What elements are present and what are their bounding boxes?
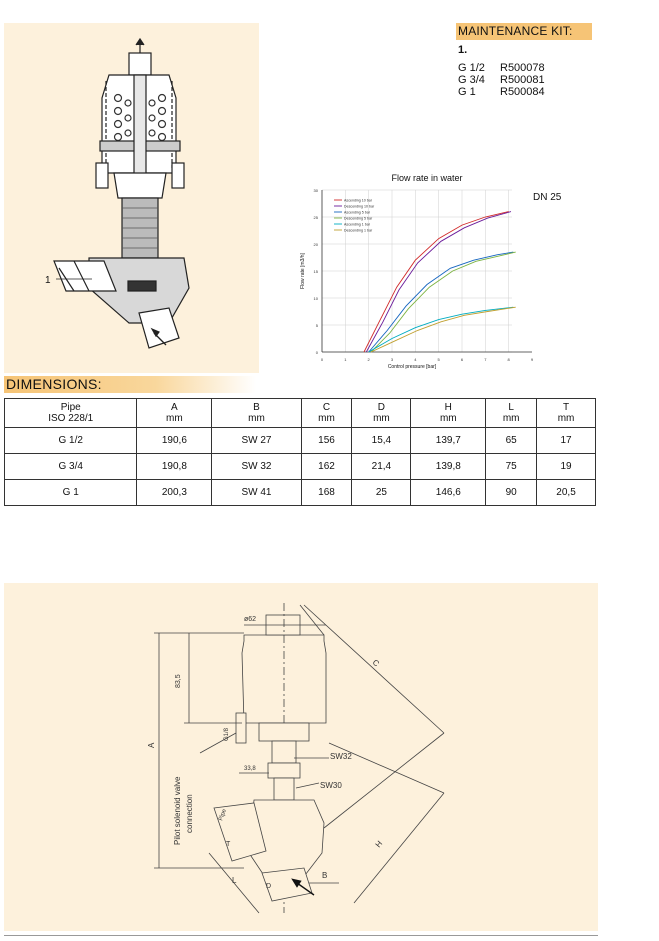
legend-label: Ascending 1 bar (344, 222, 370, 227)
section-drawing-panel (4, 23, 259, 373)
cell: 17 (537, 428, 596, 454)
chart-ylabel: Flow rate [m3/h] (300, 253, 306, 289)
bottom-rule (4, 935, 598, 936)
dim-pipe: Pipe (218, 808, 228, 822)
chart-title: Flow rate in water (391, 173, 463, 183)
flow-rate-chart-svg (292, 170, 532, 375)
x-tick-label: 7 (484, 357, 487, 362)
dim-g18: G1/8 (224, 727, 230, 741)
kit-code: R500081 (500, 74, 545, 86)
kit-row (458, 74, 545, 86)
dimensions-title: DIMENSIONS: (4, 376, 256, 393)
dim-sw30: SW30 (320, 781, 342, 790)
x-tick-label: 6 (460, 357, 464, 362)
kit-size: G 1/2 (458, 62, 485, 74)
dim-c: C (370, 657, 381, 669)
dim-t: T (226, 841, 231, 848)
cell: 190,8 (137, 454, 212, 480)
maintenance-kit-title: MAINTENANCE KIT: (456, 23, 592, 40)
cell: 168 (301, 480, 352, 506)
header-pipe: Pipe ISO 228/1 (5, 399, 137, 428)
cell: 19 (537, 454, 596, 480)
y-tick-label: 25 (313, 215, 318, 220)
cell: 20,5 (537, 480, 596, 506)
x-tick-label: 3 (390, 357, 394, 362)
table-header-row (5, 399, 596, 428)
dim-83-5: 83,5 (175, 674, 182, 688)
valve-dimension-drawing (4, 583, 598, 931)
cell: 146,6 (411, 480, 486, 506)
series-line-2 (369, 252, 514, 352)
table-row (5, 428, 596, 454)
header-c: C mm (301, 399, 352, 428)
kit-code: R500078 (500, 62, 545, 74)
cell: 75 (486, 454, 537, 480)
header-b: B mm (212, 399, 301, 428)
cell: SW 41 (212, 480, 301, 506)
table-row (5, 454, 596, 480)
table-row (5, 480, 596, 506)
x-tick-label: 0 (320, 357, 324, 362)
header-a: A mm (137, 399, 212, 428)
pilot-label-2: connection (185, 794, 194, 833)
dim-l: L (232, 876, 237, 885)
valve-section-drawing (4, 23, 259, 373)
header-l: L mm (486, 399, 537, 428)
dimensions-table (4, 398, 596, 506)
dimension-drawing-panel (4, 583, 598, 931)
legend-label: Descending 1 bar (344, 228, 373, 233)
cell: SW 32 (212, 454, 301, 480)
chart-dn-label: DN 25 (533, 192, 562, 203)
header-h: H mm (411, 399, 486, 428)
cell: 25 (352, 480, 411, 506)
legend-label: Ascending 10 bar (344, 198, 372, 203)
cell: 90 (486, 480, 537, 506)
legend-label: Descending 10 bar (344, 204, 375, 209)
x-tick-label: 1 (344, 357, 347, 362)
header-t: T mm (537, 399, 596, 428)
cell: 15,4 (352, 428, 411, 454)
kit-row (458, 86, 545, 98)
flow-rate-chart (292, 170, 532, 375)
dim-d: D (266, 883, 272, 890)
dim-33-8: 33,8 (244, 766, 256, 772)
cell: G 1 (5, 480, 137, 506)
dim-dia: ø62 (244, 616, 257, 623)
x-tick-label: 5 (437, 357, 440, 362)
cell: 190,6 (137, 428, 212, 454)
y-tick-label: 30 (313, 188, 318, 193)
cell: 139,8 (411, 454, 486, 480)
maintenance-kit-item-number: 1. (458, 44, 468, 56)
dim-sw32: SW32 (330, 752, 352, 761)
x-tick-label: 4 (414, 357, 417, 362)
kit-size: G 1 (458, 86, 476, 98)
y-tick-label: 15 (313, 269, 318, 274)
series-line-4 (369, 307, 514, 352)
dim-h: H (373, 839, 385, 850)
dim-a: A (147, 742, 156, 748)
cell: 162 (301, 454, 352, 480)
y-tick-label: 20 (313, 242, 318, 247)
cell: G 3/4 (5, 454, 137, 480)
header-d: D mm (352, 399, 411, 428)
cell: 139,7 (411, 428, 486, 454)
dim-b: B (322, 871, 328, 880)
cell: 65 (486, 428, 537, 454)
x-tick-label: 2 (367, 357, 370, 362)
x-tick-label: 8 (507, 357, 510, 362)
legend-label: Descending 5 bar (344, 216, 373, 221)
legend-label: Ascending 5 bar (344, 210, 370, 215)
kit-size: G 3/4 (458, 74, 485, 86)
y-tick-label: 5 (315, 323, 318, 328)
chart-xlabel: Control pressure [bar] (387, 364, 437, 370)
kit-row (458, 62, 545, 74)
cell: 200,3 (137, 480, 212, 506)
cell: SW 27 (212, 428, 301, 454)
x-tick-label: 9 (530, 357, 534, 362)
y-tick-label: 10 (313, 296, 318, 301)
cell: 156 (301, 428, 352, 454)
pilot-label-1: Pilot solenoid valve (173, 776, 182, 845)
kit-code: R500084 (500, 86, 545, 98)
cell: G 1/2 (5, 428, 137, 454)
cell: 21,4 (352, 454, 411, 480)
callout-1: 1 (45, 275, 51, 286)
y-tick-label: 0 (315, 350, 318, 355)
